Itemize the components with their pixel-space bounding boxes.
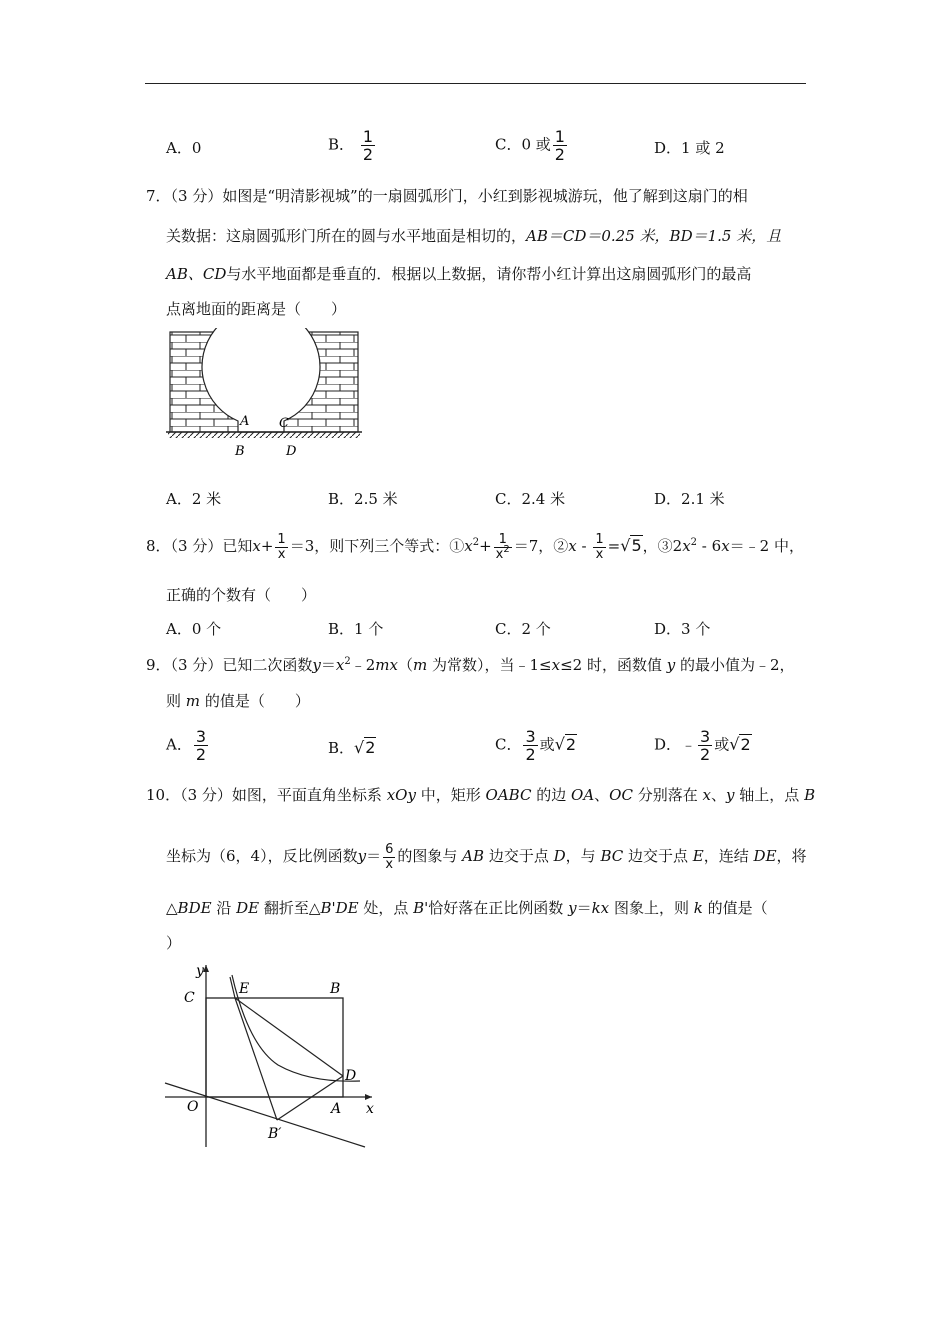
label-y: y — [196, 963, 204, 979]
q8-option-b[interactable]: B．1 个 — [328, 620, 384, 638]
fraction: $\frac{1}{2}$ — [554, 127, 565, 164]
q6-option-d[interactable]: D．1 或 2 — [654, 139, 725, 157]
label-b: B — [330, 981, 341, 997]
label-e: E — [239, 981, 250, 997]
label-o: O — [187, 1099, 199, 1115]
q10-line-2: 坐标为（6，4），反比例函数y＝ $\frac{6}{x}$ 的图象与 AB 边交于点 D，与 BC 边交于点 E，连结 DE，将 — [166, 841, 807, 872]
q7-line-3: AB、CD与水平地面都是垂直的．根据以上数据，请你帮小红计算出这扇圆弧形门的最高 — [166, 265, 752, 283]
label-b-prime: B′ — [268, 1126, 282, 1142]
fraction: $\frac{1}{2}$ — [362, 127, 373, 164]
q10-line-3: △BDE 沿 DE 翻折至△B'DE 处，点 B'恰好落在正比例函数 y＝kx 图象上，则 k 的值是（ — [166, 899, 768, 917]
q7-option-a[interactable]: A．2 米 — [166, 490, 222, 508]
label-a: A — [240, 414, 250, 429]
arch-door-figure — [166, 328, 362, 464]
label-c: C — [184, 990, 195, 1006]
label-b: B — [235, 444, 245, 459]
label-d: D — [286, 444, 297, 459]
fraction: $\frac{3}{2}$ — [195, 727, 207, 764]
fraction: $\frac{3}{2}$ — [525, 727, 536, 764]
sqrt: √2 — [354, 738, 376, 757]
sqrt: √2 — [554, 734, 577, 754]
q9-line-2: 则 m 的值是（ ） — [166, 692, 310, 710]
label-d: D — [345, 1068, 357, 1084]
q10-line-1: 10．（3 分）如图，平面直角坐标系 xOy 中，矩形 OABC 的边 OA、OC 分别落在 x、y 轴上，点 B — [146, 786, 816, 804]
q7-option-c[interactable]: C．2.4 米 — [495, 490, 566, 508]
header-rule — [145, 83, 806, 84]
label-a: A — [331, 1101, 342, 1117]
q9-option-d[interactable]: D．﹣ $\frac{3}{2}$ 或√2 — [654, 727, 751, 764]
q6-option-b[interactable]: B． $\frac{1}{2}$ — [328, 127, 373, 164]
q7-option-b[interactable]: B．2.5 米 — [328, 490, 398, 508]
fraction: $\frac{1}{x}$ — [595, 531, 604, 562]
sqrt: √5 — [620, 536, 642, 555]
q8-option-d[interactable]: D．3 个 — [654, 620, 711, 638]
coordinate-figure — [160, 955, 390, 1150]
q9-option-b[interactable]: B．√2 — [328, 738, 376, 757]
fraction: $\frac{3}{2}$ — [700, 727, 711, 764]
q9-option-c[interactable]: C． $\frac{3}{2}$ 或√2 — [495, 727, 577, 764]
fraction: $\frac{1}{x^2}$ — [495, 531, 510, 562]
q7-line-1: 7．（3 分）如图是“明清影视城”的一扇圆弧形门，小红到影视城游玩，他了解到这扇门的相 — [146, 187, 748, 205]
label-x: x — [366, 1101, 374, 1117]
q7-option-d[interactable]: D．2.1 米 — [654, 490, 725, 508]
q8-line-1: 8．（3 分）已知x+ $\frac{1}{x}$ ＝3，则下列三个等式：$①x^2+$ $\frac{1}{x^2}$ ＝7，②x - $\frac{1}{x}$ =√5，$③2x^2$ - 6x＝﹣2 中， — [146, 531, 804, 562]
label-c: C — [279, 416, 289, 431]
q9-option-a[interactable]: A． $\frac{3}{2}$ — [166, 727, 207, 764]
q6-option-c[interactable]: C．0 或 $\frac{1}{2}$ — [495, 127, 565, 164]
q8-option-a[interactable]: A．0 个 — [166, 620, 222, 638]
fraction: $\frac{6}{x}$ — [385, 841, 394, 872]
q9-line-1: 9．（3 分）已知二次函数$y=x^2﹣2mx(m$ 为常数），当﹣1≤x≤2 时，函数值 y 的最小值为﹣2， — [146, 656, 795, 674]
fraction: $\frac{1}{x}$ — [277, 531, 286, 562]
q8-line-2: 正确的个数有（ ） — [166, 586, 317, 604]
q10-line-4: ） — [166, 934, 182, 952]
q7-line-2: 关数据：这扇圆弧形门所在的圆与水平地面是相切的，AB＝CD＝0.25 米，BD＝1.5 米，且 — [166, 227, 782, 245]
q7-line-4: 点离地面的距离是（ ） — [166, 300, 347, 318]
q8-option-c[interactable]: C．2 个 — [495, 620, 551, 638]
q6-option-a[interactable]: A．0 — [166, 139, 202, 157]
sqrt: √2 — [729, 734, 751, 754]
